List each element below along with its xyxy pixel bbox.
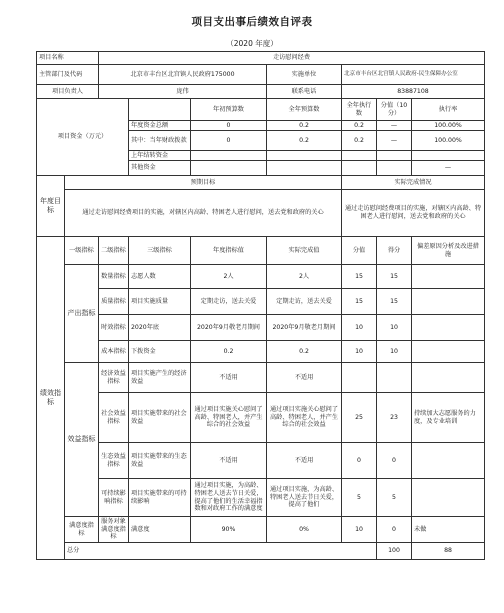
indicator-actual: 2020年9月敬老月期间 — [267, 315, 342, 341]
funds-cell — [191, 151, 267, 161]
goal-actual-text: 通过走访慰问经费项目的实施，对辖区内高龄、特困老人进行慰问，送去党和政府的关心 — [342, 190, 485, 237]
indicator-actual: 0.2 — [267, 341, 342, 363]
funds-row-name: 上年结转资金 — [129, 151, 191, 161]
row-output-quality — [37, 289, 485, 315]
indicator-l3: 项目实施质量 — [129, 289, 191, 315]
indicator-l2: 服务对象满意度指标 — [99, 517, 129, 543]
indicator-target: 通过项目实施关心慰问了高龄、特困老人，并产生综合的社会效益 — [191, 393, 267, 443]
row-funds-header — [37, 99, 485, 121]
row-effect-economic — [37, 363, 485, 393]
indicator-target: 0.2 — [191, 341, 267, 363]
funds-header-initial: 年初预算数 — [191, 99, 267, 121]
indicator-weight: 5 — [342, 479, 377, 517]
funds-cell: 0 — [191, 131, 267, 151]
indicator-l2: 社会效益指标 — [99, 393, 129, 443]
funds-header-weight: 分值（10分） — [377, 99, 412, 121]
funds-cell: 0.2 — [342, 121, 377, 131]
total-label: 总分 — [65, 543, 377, 560]
funds-header-rate: 执行率 — [412, 99, 485, 121]
perf-header-score: 得分 — [377, 237, 412, 265]
indicator-weight: 10 — [342, 341, 377, 363]
indicator-score: 10 — [377, 341, 412, 363]
phone-label: 联系电话 — [267, 85, 342, 99]
indicator-remark — [412, 289, 485, 315]
indicator-l3: 满意度 — [129, 517, 191, 543]
funds-row-name: 其中：当年财政拨款 — [129, 131, 191, 151]
impl-value: 北京市丰台区北宫镇人民政府-民生保障办公室 — [342, 65, 485, 85]
perf-header-l2: 二级指标 — [99, 237, 129, 265]
perf-header-actual: 实际完成值 — [267, 237, 342, 265]
satis-label: 满意度指标 — [65, 517, 99, 543]
funds-cell: 100.00% — [412, 131, 485, 151]
indicator-remark: 未做 — [412, 517, 485, 543]
indicator-l3: 项目实施带来的生态效益 — [129, 443, 191, 479]
indicator-l3: 项目实施产生的经济效益 — [129, 363, 191, 393]
funds-row-name: 其他资金 — [129, 161, 191, 176]
funds-cell: 0.2 — [342, 131, 377, 151]
indicator-score: 10 — [377, 315, 412, 341]
row-satisfaction — [37, 517, 485, 543]
indicator-remark — [412, 341, 485, 363]
row-effect-social — [37, 393, 485, 443]
perf-header-weight: 分值 — [342, 237, 377, 265]
funds-cell: 0 — [191, 121, 267, 131]
phone-value: 83887108 — [342, 85, 485, 99]
funds-cell — [267, 151, 342, 161]
indicator-l2: 质量指标 — [99, 289, 129, 315]
effect-label: 效益指标 — [65, 363, 99, 517]
form-year: （2020 年度） — [226, 39, 278, 48]
indicator-weight — [342, 363, 377, 393]
row-project-name — [37, 52, 485, 65]
indicator-actual: 不适用 — [267, 443, 342, 479]
goal-label: 年度目标 — [37, 176, 65, 237]
form-title: 项目支出事后绩效自评表 — [191, 16, 313, 28]
perf-header-target: 年度指标值 — [191, 237, 267, 265]
indicator-actual: 2人 — [267, 265, 342, 289]
funds-cell — [342, 161, 377, 176]
row-effect-ecological — [37, 443, 485, 479]
indicator-actual: 定期走访，送去关爱 — [267, 289, 342, 315]
indicator-l2: 时效指标 — [99, 315, 129, 341]
row-output-timeliness — [37, 315, 485, 341]
indicator-actual: 通过项目实施，为高龄、特困老人送去节日关爱，提高了他们 — [267, 479, 342, 517]
row-total — [37, 543, 485, 560]
indicator-l3: 志愿人数 — [129, 265, 191, 289]
goal-expected-text: 通过走访慰问经费项目的实施，对辖区内高龄、特困老人进行慰问，送去党和政府的关心 — [65, 190, 342, 237]
funds-cell: — — [412, 161, 485, 176]
indicator-l3: 下拨资金 — [129, 341, 191, 363]
indicator-score: 0 — [377, 443, 412, 479]
project-name-label: 项目名称 — [37, 52, 99, 65]
indicator-score: 5 — [377, 479, 412, 517]
indicator-weight: 25 — [342, 393, 377, 443]
indicator-actual: 通过项目实施关心慰问了高龄、特困老人，并产生综合的社会效益 — [267, 393, 342, 443]
row-effect-sustainable — [37, 479, 485, 517]
row-goal-header — [37, 176, 485, 190]
total-weight: 100 — [377, 543, 412, 560]
indicator-score — [377, 363, 412, 393]
impl-label: 实施单位 — [267, 65, 342, 85]
indicator-actual: 0% — [267, 517, 342, 543]
indicator-target: 不适用 — [191, 443, 267, 479]
indicator-remark — [412, 363, 485, 393]
dept-label: 主管部门及代码 — [37, 65, 99, 85]
goal-actual-header: 实际完成情况 — [342, 176, 485, 190]
funds-row-name: 年度资金总额 — [129, 121, 191, 131]
indicator-score: 15 — [377, 289, 412, 315]
indicator-remark — [412, 315, 485, 341]
indicator-score: 23 — [377, 393, 412, 443]
leader-value: 庞伟 — [99, 85, 267, 99]
indicator-l2: 可持续影响指标 — [99, 479, 129, 517]
indicator-target: 定期走访，送去关爱 — [191, 289, 267, 315]
total-score: 88 — [412, 543, 485, 560]
goal-expected-header: 预期目标 — [65, 176, 342, 190]
indicator-l2: 经济效益指标 — [99, 363, 129, 393]
row-output-quantity — [37, 265, 485, 289]
funds-cell — [191, 161, 267, 176]
indicator-target: 2人 — [191, 265, 267, 289]
funds-cell: 0.2 — [267, 131, 342, 151]
row-perf-header — [37, 237, 485, 265]
indicator-weight: 10 — [342, 517, 377, 543]
funds-cell — [377, 151, 412, 161]
funds-cell: 0.2 — [267, 121, 342, 131]
funds-cell: — — [377, 131, 412, 151]
indicator-weight: 15 — [342, 289, 377, 315]
funds-cell — [342, 151, 377, 161]
funds-header-exec: 全年执行数 — [342, 99, 377, 121]
indicator-l2: 数量指标 — [99, 265, 129, 289]
funds-cell — [412, 151, 485, 161]
funds-cell — [377, 161, 412, 176]
indicator-l2: 成本指标 — [99, 341, 129, 363]
project-name-value: 走访慰问经费 — [99, 52, 485, 65]
evaluation-table — [36, 51, 485, 560]
indicator-remark — [412, 265, 485, 289]
leader-label: 项目负责人 — [37, 85, 99, 99]
funds-cell: — — [377, 121, 412, 131]
indicator-weight: 10 — [342, 315, 377, 341]
perf-header-remark: 偏差原因分析及改进措施 — [412, 237, 485, 265]
indicator-target: 90% — [191, 517, 267, 543]
funds-cell: 100.00% — [412, 121, 485, 131]
row-output-cost — [37, 341, 485, 363]
indicator-l3: 项目实施带来的可持续影响 — [129, 479, 191, 517]
indicator-target: 2020年9月敬老月期间 — [191, 315, 267, 341]
indicator-remark: 持续加大志愿服务的力度，及专业培训 — [412, 393, 485, 443]
indicator-l2: 生态效益指标 — [99, 443, 129, 479]
row-goal-content — [37, 190, 485, 237]
funds-cell — [267, 161, 342, 176]
indicator-weight: 0 — [342, 443, 377, 479]
indicator-score: 0 — [377, 517, 412, 543]
perf-header-l3: 三级指标 — [129, 237, 191, 265]
perf-label: 绩效指标 — [37, 237, 65, 560]
indicator-weight: 15 — [342, 265, 377, 289]
funds-header-full: 全年预算数 — [267, 99, 342, 121]
indicator-actual: 不适用 — [267, 363, 342, 393]
indicator-target: 通过项目实施，为高龄、特困老人送去节日关爱，提高了他们的生活幸福指数和对政府工作的满意度 — [191, 479, 267, 517]
indicator-l3: 项目实施带来的社会效益 — [129, 393, 191, 443]
dept-value: 北京市丰台区北宫镇人民政府175000 — [99, 65, 267, 85]
perf-header-l1: 一级指标 — [65, 237, 99, 265]
indicator-remark — [412, 479, 485, 517]
indicator-remark — [412, 443, 485, 479]
row-dept — [37, 65, 485, 85]
output-label: 产出指标 — [65, 265, 99, 363]
row-leader — [37, 85, 485, 99]
indicator-target: 不适用 — [191, 363, 267, 393]
funds-label: 项目资金（万元） — [37, 99, 129, 176]
indicator-score: 15 — [377, 265, 412, 289]
indicator-l3: 2020年底 — [129, 315, 191, 341]
